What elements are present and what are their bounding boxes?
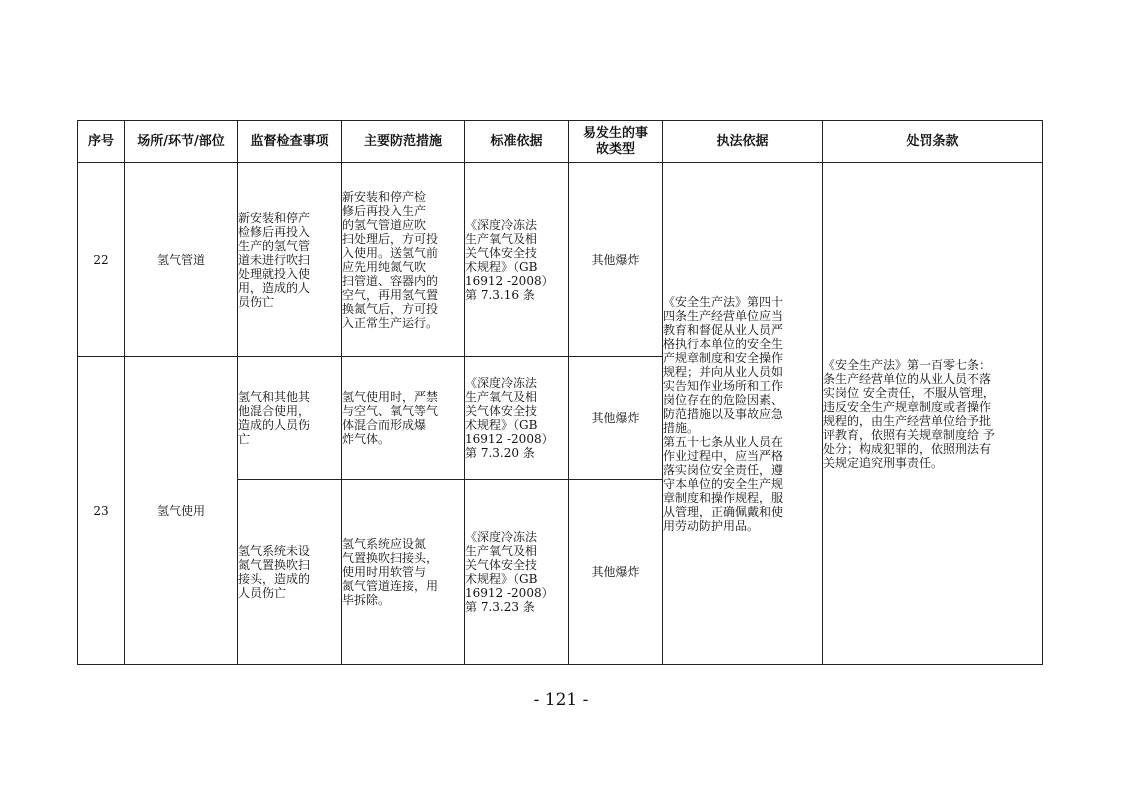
measure-cell: 氢气系统应设氮 气置换吹扫接头， 使用时用软管与 氮气管道连接，用 毕拆除。 bbox=[342, 480, 465, 665]
header-item: 监督检查事项 bbox=[238, 121, 342, 163]
regulation-table bbox=[77, 120, 1043, 665]
penalty-cell: 《安全生产法》第一百零七条： 条生产经营单位的从业人员不落 实岗位 安全责任，不服从管理， 违反安全生产规章制度或者操作 规程的，由生产经营单位给予批 评教育，依照有关规章制度给 予 处分；构成犯罪的，依照刑法有 关规定追究刑事责任。 bbox=[823, 163, 1043, 665]
header-place: 场所/环节/部位 bbox=[125, 121, 238, 163]
header-penalty: 处罚条款 bbox=[823, 121, 1043, 163]
row-number: 23 bbox=[78, 357, 125, 665]
standard-cell: 《深度冷冻法 生产氧气及相 关气体安全技 术规程》（GB 16912 -2008） 第 7.3.20 条 bbox=[465, 357, 569, 480]
accident-cell: 其他爆炸 bbox=[569, 480, 663, 665]
header-law: 执法依据 bbox=[663, 121, 823, 163]
item-cell: 氢气系统未设 氮气置换吹扫 接头，造成的 人员伤亡 bbox=[238, 480, 342, 665]
item-cell: 新安装和停产 检修后再投入 生产的氢气管 道未进行吹扫 处理就投入使 用，造成的人 员伤亡 bbox=[238, 163, 342, 357]
header-accident: 易发生的事 故类型 bbox=[569, 121, 663, 163]
accident-cell: 其他爆炸 bbox=[569, 357, 663, 480]
place-cell: 氢气使用 bbox=[125, 357, 238, 665]
header-measure: 主要防范措施 bbox=[342, 121, 465, 163]
standard-cell: 《深度冷冻法 生产氧气及相 关气体安全技 术规程》（GB 16912 -2008） 第 7.3.16 条 bbox=[465, 163, 569, 357]
header-standard: 标准依据 bbox=[465, 121, 569, 163]
page-number: - 121 - bbox=[533, 690, 589, 710]
header-row bbox=[78, 121, 1043, 163]
standard-cell: 《深度冷冻法 生产氧气及相 关气体安全技 术规程》（GB 16912 -2008） 第 7.3.23 条 bbox=[465, 480, 569, 665]
header-no: 序号 bbox=[78, 121, 125, 163]
law-cell: 《安全生产法》第四十 四条生产经营单位应当 教育和督促从业人员严 格执行本单位的安全生 产规章制度和安全操作 规程；并向从业人员如 实告知作业场所和工作 岗位存在的危险因素、 防范措施以及事故应急 措施。 第五十七条从业人员在 作业过程中，应当严格 落实岗位安全责任，遵 守本单位的安全生产规 章制度和操作规程，服 从管理，正确佩戴和使 用劳动防护用品。 bbox=[663, 163, 823, 665]
measure-cell: 氢气使用时，严禁 与空气、氧气等气 体混合而形成爆 炸气体。 bbox=[342, 357, 465, 480]
accident-cell: 其他爆炸 bbox=[569, 163, 663, 357]
row-number: 22 bbox=[78, 163, 125, 357]
table-row bbox=[78, 163, 1043, 357]
measure-cell: 新安装和停产检 修后再投入生产 的氢气管道应吹 扫处理后，方可投 入使用。送氢气前 应先用纯氮气吹 扫管道、容器内的 空气，再用氢气置 换氮气后，方可投 入正常生产运行。 bbox=[342, 163, 465, 357]
place-cell: 氢气管道 bbox=[125, 163, 238, 357]
item-cell: 氢气和其他其 他混合使用， 造成的人员伤 亡 bbox=[238, 357, 342, 480]
